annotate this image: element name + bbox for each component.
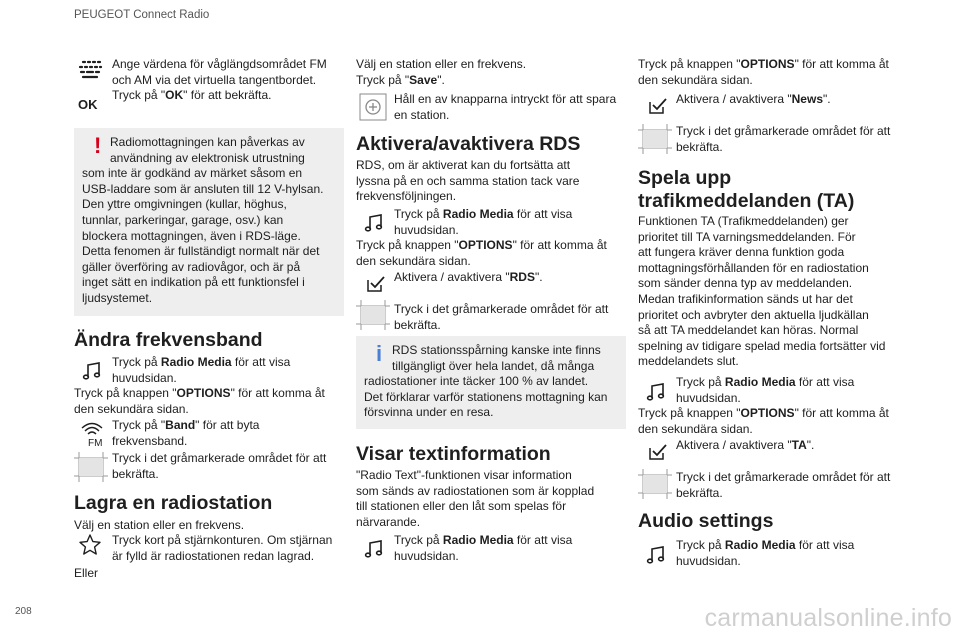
- watermark: carmanualsonline.info: [704, 604, 952, 632]
- text-line: frekvensföljningen.: [356, 189, 457, 204]
- step-enter-frequency: [112, 57, 344, 104]
- step-rds-toggle: Aktivera / avaktivera "RDS".: [394, 270, 543, 284]
- heading-text-info: Visar textinformation: [356, 443, 551, 465]
- step-band-open-main: [112, 355, 344, 386]
- text-line: som sänds av radiostationen som är kopplad: [356, 483, 595, 498]
- para-radio-text: [356, 468, 626, 530]
- text-line: Tryck på Radio Media för att visa: [394, 533, 573, 547]
- music-note-icon: [644, 543, 668, 567]
- heading-rds: Aktivera/avaktivera RDS: [356, 133, 581, 155]
- para-select-station: Välj en station eller en frekvens.: [356, 57, 527, 71]
- text-line: Tryck på "Band" för att byta: [112, 418, 260, 432]
- text-line: lyssna på en och samma station tack vare: [356, 173, 580, 188]
- checkbox-check-icon: [647, 442, 669, 462]
- text-line: huvudsidan.: [676, 553, 741, 568]
- music-note-icon: [80, 359, 104, 383]
- text-line: Tryck i det gråmarkerade området för att: [676, 124, 891, 138]
- text-line: prioritet till TA varningsmeddelanden. För: [638, 229, 856, 244]
- save-plus-icon: [359, 93, 387, 121]
- step-rds-open-main: [394, 207, 626, 238]
- note-line: tillgängligt över hela landet, då många: [392, 358, 595, 373]
- page-number: 208: [15, 606, 32, 617]
- note-line: Detta fenomen är fullständigt normalt när det: [82, 244, 320, 259]
- text-line: Tryck kort på stjärnkonturen. Om stjärnan: [112, 533, 333, 547]
- note-line: Den yttre omgivningen (kullar, höghus,: [82, 197, 287, 212]
- note-line: USB-laddare som är ansluten till 12 V-hylsan.: [82, 181, 324, 196]
- text-line: huvudsidan.: [112, 370, 177, 385]
- text-line: bekräfta.: [112, 466, 159, 481]
- note-line: blockera mottagningen, även i RDS-läge.: [82, 228, 301, 243]
- note-line: tunnlar, parkeringar, garage, osv.) kan: [82, 212, 284, 227]
- text-line: Medan trafikinformation sänds ut har det: [638, 291, 853, 306]
- checkbox-check-icon: [365, 274, 387, 294]
- keyboard-ok-icon: [77, 58, 103, 102]
- star-icon: [78, 533, 102, 557]
- text-line: frekvensband.: [112, 433, 188, 448]
- note-line: gäller överföring av radiovågor, och är på: [82, 259, 301, 274]
- text-line: huvudsidan.: [394, 548, 459, 563]
- text-line: bekräfta.: [394, 317, 441, 332]
- heading-audio-settings: Audio settings: [638, 510, 774, 532]
- text-line: närvarande.: [356, 514, 421, 529]
- text-line: den sekundära sidan.: [638, 421, 753, 436]
- text-line: den sekundära sidan.: [638, 72, 753, 87]
- note-line: ljudsystemet.: [82, 290, 153, 305]
- note-line: Radiomottagningen kan påverkas av: [110, 135, 305, 149]
- text-line: Funktionen TA (Trafikmeddelanden) ger: [638, 214, 849, 228]
- note-line: RDS stationsspårning kanske inte finns: [392, 343, 601, 357]
- text-line: RDS, om är aktiverat kan du fortsätta att: [356, 158, 571, 172]
- text-line: Tryck i det gråmarkerade området för att: [394, 302, 609, 316]
- para-rds-intro: [356, 158, 626, 205]
- note-line: inget sätt en indikation på ett funktionsfel i: [82, 275, 305, 290]
- music-note-icon: [362, 211, 386, 235]
- text-line: Tryck på knappen "OPTIONS" för att komma åt: [356, 238, 607, 252]
- ok-label: OK: [78, 97, 98, 112]
- text-line: Tryck på Radio Media för att visa: [112, 355, 291, 369]
- step-band-confirm: [112, 451, 344, 482]
- step-rds-confirm: [394, 302, 626, 333]
- text-line: Tryck i det gråmarkerade området för att: [112, 451, 327, 465]
- heading-line: trafikmeddelanden (TA): [638, 190, 855, 212]
- text-line: Tryck på Radio Media för att visa: [394, 207, 573, 221]
- step-news-toggle: Aktivera / avaktivera "News".: [676, 92, 831, 106]
- para-news-options: [638, 57, 908, 88]
- text-line: att fungera kräver denna funktion goda: [638, 245, 845, 260]
- grid-confirm-icon: [638, 124, 672, 154]
- text-line: Tryck på knappen "OPTIONS" för att komma åt: [74, 386, 325, 400]
- info-note: [356, 336, 626, 429]
- text-line: den sekundära sidan.: [74, 401, 189, 416]
- text-line: meddelandets slut.: [638, 354, 739, 369]
- heading-traffic: [638, 167, 908, 213]
- step-text-open-main: [394, 533, 626, 564]
- step-ta-toggle: Aktivera / avaktivera "TA".: [676, 438, 815, 452]
- music-note-icon: [362, 537, 386, 561]
- para-band-options: [74, 386, 344, 417]
- step-hold-preset: [394, 92, 626, 123]
- text-line: spelning av tidigare spelad media fortsätter vid: [638, 338, 886, 353]
- fm-band-icon: [79, 420, 107, 448]
- para-ta-options: [638, 406, 908, 437]
- text-line: är fylld är radiostationen redan lagrad.: [112, 548, 315, 563]
- note-line: som inte är godkänd av märket såsom en: [82, 166, 303, 181]
- text-line: Tryck i det gråmarkerade området för att: [676, 470, 891, 484]
- svg-text:FM: FM: [88, 438, 103, 448]
- text-line: som sänder denna typ av meddelanden.: [638, 276, 853, 291]
- para-or: Eller: [74, 566, 99, 580]
- grid-confirm-icon: [638, 469, 672, 499]
- text-line: en station.: [394, 107, 450, 122]
- step-audio-open-main: [676, 538, 908, 569]
- text-line: huvudsidan.: [394, 222, 459, 237]
- text-line: Ange värdena för våglängdsområdet FM: [112, 57, 327, 71]
- text-line: Tryck på knappen "OPTIONS" för att komma åt: [638, 57, 889, 71]
- para-rds-options: [356, 238, 626, 269]
- step-ta-confirm: [676, 470, 908, 501]
- para-ta-description: [638, 214, 908, 370]
- info-icon: i: [376, 341, 383, 366]
- text-line: huvudsidan.: [676, 390, 741, 405]
- text-line: Tryck på "OK" för att bekräfta.: [112, 88, 272, 103]
- para-press-save: Tryck på "Save".: [356, 73, 445, 87]
- text-line: till stationen eller den låt som spelas för: [356, 499, 567, 514]
- music-note-icon: [644, 380, 668, 404]
- step-band-select: [112, 418, 344, 449]
- note-line: användning av elektronisk utrustning: [110, 150, 305, 165]
- text-line: mottagningsförhållanden för en radiostation: [638, 260, 869, 275]
- grid-confirm-icon: [356, 300, 390, 330]
- text-line: bekräfta.: [676, 485, 723, 500]
- warning-note: [74, 128, 344, 316]
- text-line: och AM via det virtuella tangentbordet.: [112, 72, 317, 87]
- heading-line: Spela upp: [638, 167, 732, 189]
- note-line: Det förklarar varför stationens mottagning kan: [364, 389, 608, 404]
- text-line: så att TA meddelandet kan höras. Normal: [638, 323, 859, 338]
- note-line: försvinna under en resa.: [364, 405, 494, 420]
- para-store-select: Välj en station eller en frekvens.: [74, 518, 245, 532]
- step-store-star: [112, 533, 344, 564]
- text-line: "Radio Text"-funktionen visar information: [356, 468, 572, 482]
- text-line: Tryck på knappen "OPTIONS" för att komma åt: [638, 406, 889, 420]
- step-news-confirm: [676, 124, 908, 155]
- running-header: PEUGEOT Connect Radio: [74, 9, 210, 21]
- checkbox-check-icon: [647, 96, 669, 116]
- text-line: Tryck på Radio Media för att visa: [676, 375, 855, 389]
- exclamation-icon: !: [94, 133, 102, 158]
- heading-store-station: Lagra en radiostation: [74, 492, 273, 514]
- heading-change-band: Ändra frekvensband: [74, 329, 263, 351]
- text-line: den sekundära sidan.: [356, 253, 471, 268]
- text-line: bekräfta.: [676, 139, 723, 154]
- text-line: Håll en av knapparna intryckt för att spara: [394, 92, 617, 106]
- text-line: Tryck på Radio Media för att visa: [676, 538, 855, 552]
- grid-confirm-icon: [74, 452, 108, 482]
- text-line: prioritet och avbryter den aktuella ljudkällan: [638, 307, 869, 322]
- note-line: radiostationer inte täcker 100 % av landet.: [364, 374, 589, 389]
- step-ta-open-main: [676, 375, 908, 406]
